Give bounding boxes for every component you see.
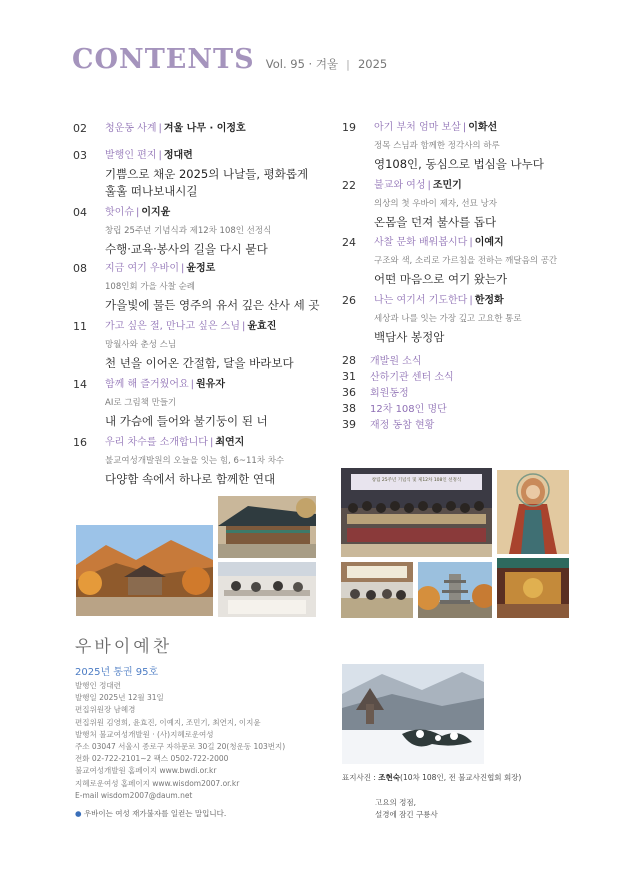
entry-author: 윤효진 xyxy=(247,321,277,332)
masthead xyxy=(72,44,387,75)
volume-label: Vol. 95 · 겨울 xyxy=(265,57,339,71)
entry-category: 가고 싶은 절, 만나고 싶은 스님 xyxy=(105,321,240,332)
entry-author: 최연지 xyxy=(215,437,245,448)
publisher-line: 발행인 정대련 xyxy=(75,681,121,690)
entry-title: 천 년을 이어온 간절함, 달을 바라보다 xyxy=(105,356,294,370)
misc-title: 재정 동참 현황 xyxy=(370,420,435,431)
misc-entry[interactable] xyxy=(342,368,454,383)
cover-photographer: 조현숙 xyxy=(378,773,401,782)
entry-author: 조민기 xyxy=(432,180,462,191)
page-number: 02 xyxy=(73,122,87,135)
cover-label: 표지사진 : xyxy=(342,773,376,782)
chief-editor-line: 편집위원장 남혜경 xyxy=(75,705,136,715)
entry-author: 이예지 xyxy=(474,237,504,248)
page-number: 31 xyxy=(342,370,356,383)
entry-category: 함께 해 즐거웠어요 xyxy=(105,379,189,390)
entry-category: 불교와 여성 xyxy=(374,180,426,191)
page-number: 38 xyxy=(342,402,356,415)
entry-subtitle: AI로 그림책 만들기 xyxy=(105,398,177,408)
temple-autumn-photo xyxy=(76,525,213,616)
cover-caption xyxy=(375,797,438,821)
page-number: 28 xyxy=(342,354,356,367)
cover-snow-temple-photo xyxy=(342,664,484,764)
page-number: 19 xyxy=(342,121,356,134)
entry-title: 온몸을 던져 불사를 돕다 xyxy=(374,215,497,229)
entry-category: 지금 여기 우바이 xyxy=(105,263,179,274)
entry-subtitle: 불교여성개발원의 오늘을 잇는 힘, 6~11차 차수 xyxy=(105,456,285,466)
entry-title: 가을빛에 물든 영주의 유서 깊은 산사 세 곳 xyxy=(105,298,320,312)
entry-category: 청운동 사계 xyxy=(105,123,157,134)
page-number: 26 xyxy=(342,294,356,307)
misc-title: 산하기관 센터 소식 xyxy=(370,372,454,383)
bullet-icon: ● xyxy=(75,809,82,818)
entry-category: 아기 부처 엄마 보살 xyxy=(374,122,461,133)
entry-subtitle: 창립 25주년 기념식과 제12차 108인 선정식 xyxy=(105,226,272,236)
homepage-link-2[interactable]: 지혜로운여성 홈페이지 www.wisdom2007.or.kr xyxy=(75,778,240,788)
entry-subtitle: 세상과 나를 잇는 가장 깊고 고요한 통로 xyxy=(374,314,522,324)
publish-date-line: 발행일 2025년 12월 31일 xyxy=(75,693,164,703)
entry-category: 발행인 편지 xyxy=(105,150,157,161)
group-photo-banner: 창립 25주년 기념식 및 제12차 108인 선정식 xyxy=(371,478,462,483)
entry-title: 기쁨으로 채운 2025의 나날들, 평화롭게 훌훌 떠나보내시길 xyxy=(105,167,309,198)
year-label: 2025 xyxy=(357,57,388,71)
editors-line: 편집위원 김영희, 윤효진, 이예지, 조민기, 최연지, 이지윤 xyxy=(75,717,261,727)
address-line: 주소 03047 서울시 종로구 자하문로 30길 20(청운동 103번지) xyxy=(75,742,286,752)
page-number: 14 xyxy=(73,378,87,391)
entry-author: 한정화 xyxy=(474,295,504,306)
definition-note xyxy=(75,808,226,819)
entry-author: 윤정로 xyxy=(186,263,216,274)
phone-line: 전화 02-722-2101~2 팩스 0502-722-2000 xyxy=(75,754,229,764)
masthead-separator: | xyxy=(346,58,350,71)
entry-category: 사찰 문화 배워봅시다 xyxy=(374,237,468,248)
misc-title: 회원동정 xyxy=(370,388,409,399)
entry-subtitle: 정목 스님과 함께한 정각사의 하루 xyxy=(374,141,500,151)
entry-category: 핫이슈 xyxy=(105,207,134,218)
entry-author: 정대련 xyxy=(163,150,193,161)
homepage-link-1[interactable]: 불교여성개발원 홈페이지 www.bwdi.or.kr xyxy=(75,766,217,776)
page-number: 11 xyxy=(73,320,87,333)
lecture-hall-photo xyxy=(341,562,413,618)
misc-entry[interactable] xyxy=(342,384,409,399)
cover-credit: (10차 108인, 전 불교사진협회 회장) xyxy=(400,773,522,782)
entry-author: 이지윤 xyxy=(141,207,171,218)
classroom-photo xyxy=(218,562,316,617)
entry-category: 나는 여기서 기도한다 xyxy=(374,295,468,306)
temple-altar-photo xyxy=(497,558,569,618)
entry-title: 수행·교육·봉사의 길을 다시 묻다 xyxy=(105,242,268,256)
entry-author: 겨울 나무 · 이정호 xyxy=(163,123,246,134)
temple-building-photo xyxy=(218,496,316,558)
entry-author: 이화선 xyxy=(468,122,498,133)
cover-caption-line: 고요의 정점, xyxy=(375,798,416,807)
email-link[interactable]: E-mail wisdom2007@daum.net xyxy=(75,790,193,800)
entry-title: 영108인, 동심으로 법심을 나누다 xyxy=(374,157,544,171)
misc-entry[interactable] xyxy=(342,400,447,415)
entry-title: 내 가슴에 들어와 불기둥이 된 너 xyxy=(105,414,268,428)
page-number: 36 xyxy=(342,386,356,399)
stone-pagoda-photo xyxy=(418,562,492,618)
issuer-line: 발행처 불교여성개발원 · (사)지혜로운여성 xyxy=(75,729,214,739)
misc-entry[interactable] xyxy=(342,416,434,431)
entry-author: 원유자 xyxy=(196,379,225,390)
misc-entry[interactable] xyxy=(342,352,421,367)
definition-text: 우바이는 여성 재가불자를 일컫는 말입니다. xyxy=(83,809,227,818)
page-number: 39 xyxy=(342,418,356,431)
page-number: 24 xyxy=(342,236,356,249)
entry-subtitle: 의상의 첫 우바이 제자, 선묘 낭자 xyxy=(374,199,497,209)
magazine-logo: 우바이예찬 xyxy=(75,637,173,657)
entry-title: 다양함 속에서 하나로 함께한 연대 xyxy=(105,472,276,486)
entry-title: 어떤 마음으로 여기 왔는가 xyxy=(374,272,508,286)
page-number: 04 xyxy=(73,206,87,219)
cover-photo-credit xyxy=(342,772,521,783)
page-number: 08 xyxy=(73,262,87,275)
entry-subtitle: 구조와 색, 소리로 가르침을 전하는 깨달음의 공간 xyxy=(374,256,558,266)
colophon-block xyxy=(75,680,285,802)
contents-title: CONTENTS xyxy=(72,44,255,75)
misc-title: 개발원 소식 xyxy=(370,356,422,367)
group-photo xyxy=(341,468,492,557)
issue-number: 2025년 통권 95호 xyxy=(75,667,159,678)
page-number: 03 xyxy=(73,149,87,162)
page-number: 16 xyxy=(73,436,87,449)
entry-subtitle: 108인회 가을 사찰 순례 xyxy=(105,282,196,292)
entry-subtitle: 망월사와 춘성 스님 xyxy=(105,340,177,350)
entry-title: 백담사 봉정암 xyxy=(374,330,445,344)
cover-caption-line: 설경에 잠긴 구룡사 xyxy=(375,810,438,819)
buddhist-painting-photo xyxy=(497,470,569,554)
page-number: 22 xyxy=(342,179,356,192)
entry-category: 우리 차수를 소개합니다 xyxy=(105,437,208,448)
misc-title: 12차 108인 명단 xyxy=(370,404,447,415)
